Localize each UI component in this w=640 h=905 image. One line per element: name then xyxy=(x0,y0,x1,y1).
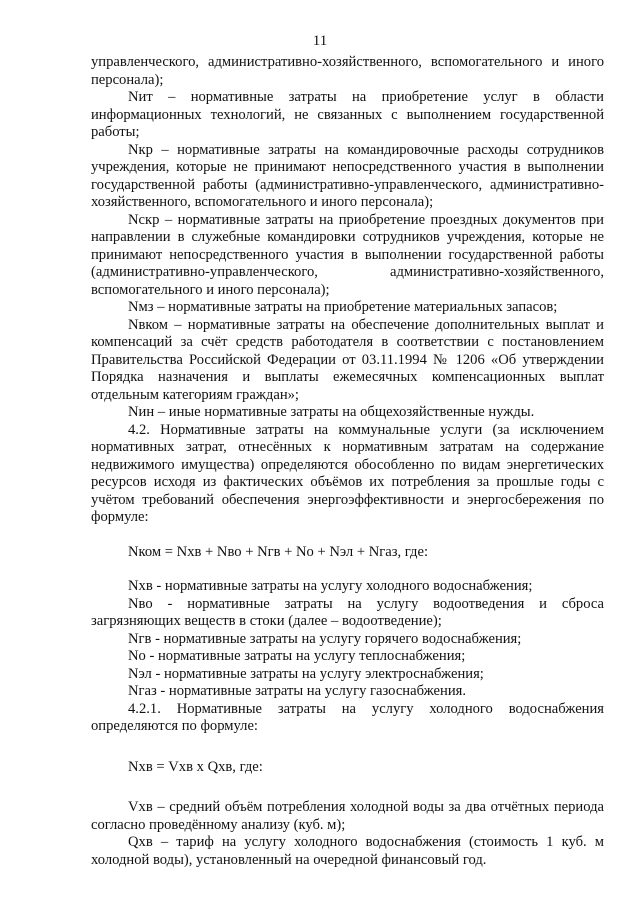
section-4-2-1-text: 4.2.1. Нормативные затраты на услугу холодного водоснабжения определяются по формуле: xyxy=(91,700,604,734)
definition-nvkom: Nвком – нормативные затраты на обеспечение дополнительных выплат и компенсаций за счёт средств работодателя в соответствии с постановлением Правительства Российской Федерации от 03.11.1994 № 1206 «Об утверждении Порядка назначения и выплаты ежемесячных компенсационных выплат отдельным категориям граждан»; xyxy=(91,316,604,403)
page-number: 11 xyxy=(312,33,328,49)
definition-nvo: Nво - нормативные затраты на услугу водоотведения и сброса загрязняющих веществ в стоки (далее – водоотведение); xyxy=(91,595,604,629)
formula-nkom: Nком = Nхв + Nво + Nгв + Nо + Nэл + Nгаз, где: xyxy=(128,543,429,560)
definition-ngaz: Nгаз - нормативные затраты на услугу газоснабжения. xyxy=(128,683,467,699)
formula-nhv: Nхв = Vхв x Qхв, где: xyxy=(128,758,263,775)
page-content xyxy=(91,54,604,869)
continued-paragraph: управленческого, административно-хозяйственного, вспомогательного и иного персонала); xyxy=(91,54,604,88)
definition-nskr: Nскр – нормативные затраты на приобретение проездных документов при направлении в служебные командировки сотрудников учреждения, которые не принимают непосредственного участия в выполнении государственной работы (административно-управленческого, административно-хозяйственного, вспомогательного и иного персонала); xyxy=(91,211,604,298)
definition-nhv: Nхв - нормативные затраты на услугу холодного водоснабжения; xyxy=(128,578,533,594)
definition-nmz: Nмз – нормативные затраты на приобретение материальных запасов; xyxy=(128,299,558,315)
definition-nin: Nин – иные нормативные затраты на общехозяйственные нужды. xyxy=(128,404,535,420)
definition-vhv: Vхв – средний объём потребления холодной воды за два отчётных периода согласно проведённому анализу (куб. м); xyxy=(91,799,604,833)
definition-ngv: Nгв - нормативные затраты на услугу горячего водоснабжения; xyxy=(128,630,522,647)
definition-nit: Nит – нормативные затраты на приобретение услуг в области информационных технологий, не связанных с выполнением государственной работы; xyxy=(91,89,604,140)
definition-qhv: Qхв – тариф на услугу холодного водоснабжения (стоимость 1 куб. м холодной воды), установленный на очередной финансовый год. xyxy=(91,834,604,868)
definition-nel: Nэл - нормативные затраты на услугу электроснабжения; xyxy=(128,665,484,682)
definition-no: Nо - нормативные затраты на услугу теплоснабжения; xyxy=(128,648,466,664)
section-4-2-text: 4.2. Нормативные затраты на коммунальные услуги (за исключением нормативных затрат, отнесённых к нормативным затратам на содержание недвижимого имущества) определяются обособленно по видам энергетических ресурсов исходя из фактических объёмов их потребления за прошлые годы с учётом требований обеспечения энергоэффективности и энергосбережения по формуле: xyxy=(91,421,604,525)
definition-nkr: Nкр – нормативные затраты на командировочные расходы сотрудников учреждения, которые не принимают непосредственного участия в выполнении государственной работы (административно-управленческого, административно-хозяйственного, вспомогательного и иного персонала); xyxy=(91,141,604,210)
